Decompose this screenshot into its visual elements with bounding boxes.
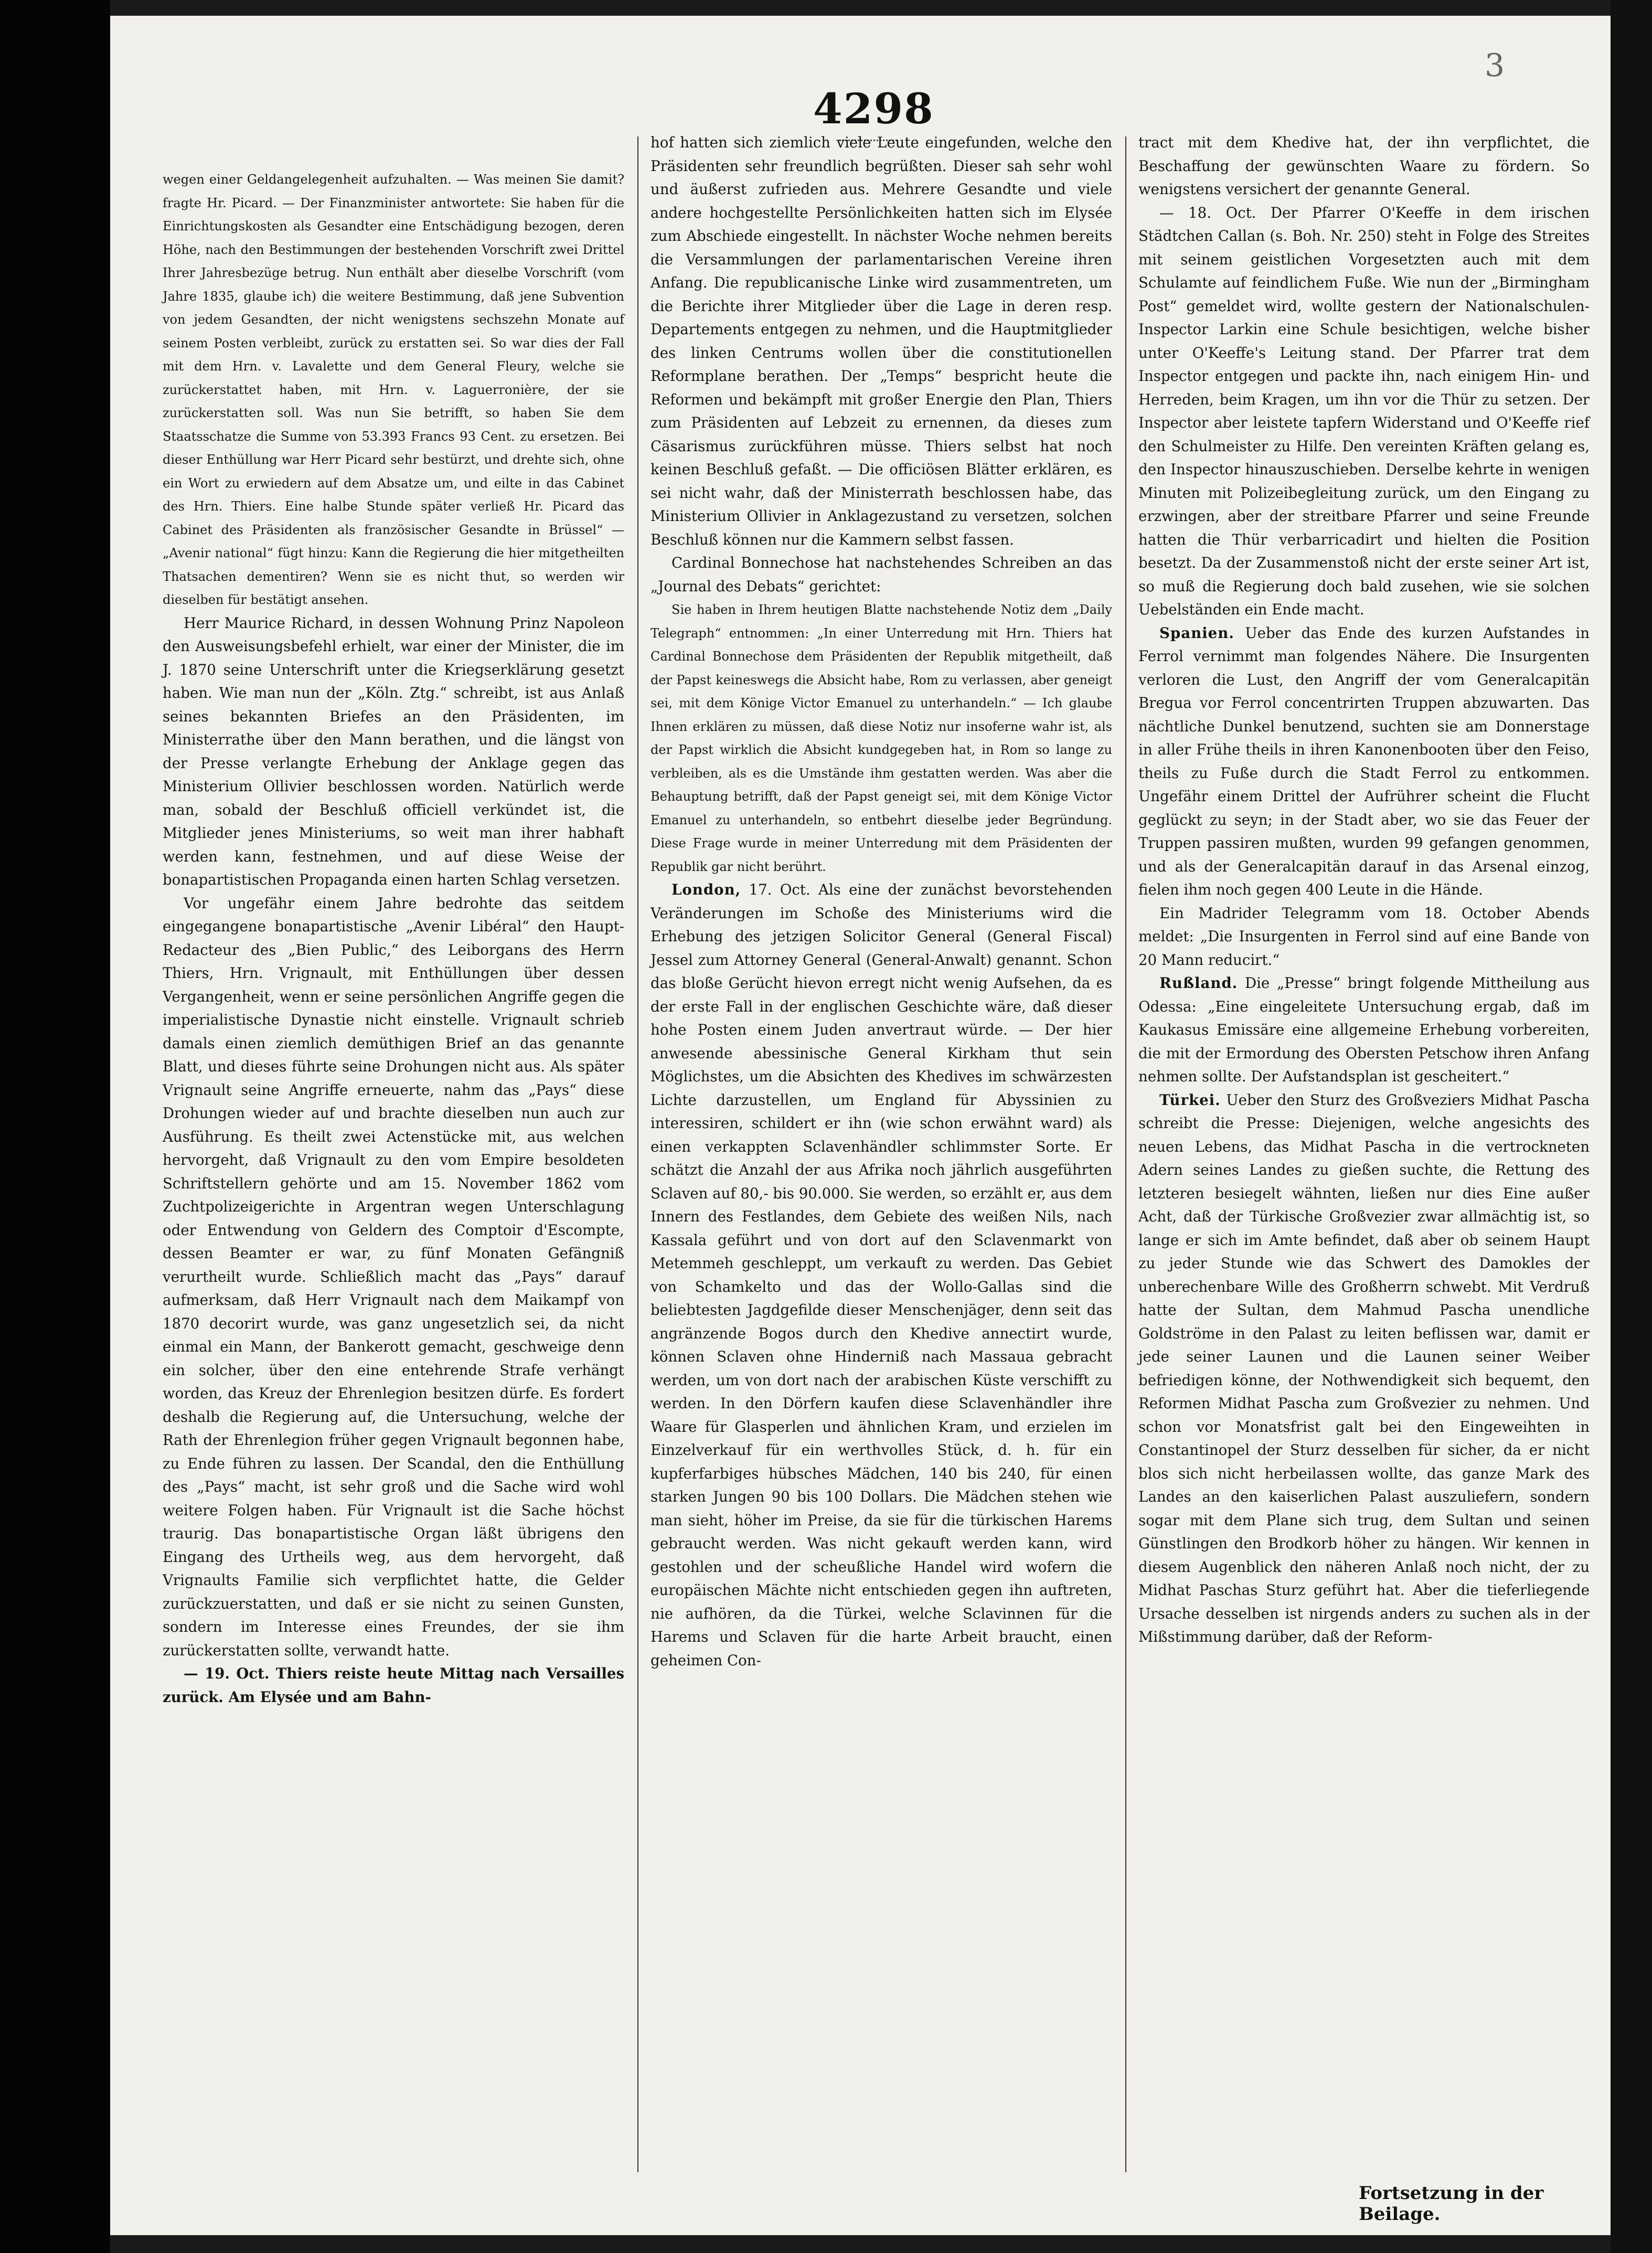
newspaper-page — [110, 16, 1611, 2235]
paragraph-text: 17. Oct. Als eine der zunächst bevorstehenden Veränderungen im Schoße des Ministeriums wird die Erhebung des jetzigen Solicitor General (General Fiscal) Jessel zum Attorney General (General-Anwalt) genannt. Schon das bloße Gerücht hievon erregt nicht wenig Aufsehen, da es der erste Fall in der englischen Geschichte wäre, daß dieser hohe Posten einem Juden anvertraut würde. — Der hier anwesende abessinische General Kirkham thut sein Möglichstes, um die Absichten des Khedives im schwärzesten Lichte darzustellen, um England für Abyssinien zu interessiren, schildert er ihn (wie schon erwähnt ward) als einen verkappten Sclavenhändler schlimmster Sorte. Er schätzt die Anzahl der aus Afrika noch jährlich ausgeführten Sclaven auf 80,- bis 90.000. Sie werden, so erzählt er, aus dem Innern des Festlandes, dem Gebiete des weißen Nils, nach Kassala geführt und von dort auf den Sclavenmarkt von Metemmeh geschleppt, um verkauft zu werden. Das Gebiet von Schamkelto und das der Wollo-Gallas sind die beliebtesten Jagdgefilde dieser Menschenjäger, denn seit das angränzende Bogos durch den Khedive annectirt wurde, können Sclaven ohne Hinderniß nach Massaua gebracht werden, um von dort nach der arabischen Küste verschifft zu werden. In den Dörfern kaufen diese Sclavenhändler ihre Waare für Glasperlen und ähnlichen Kram, und erzielen im Einzelverkauf für ein werthvolles Stück, d. h. für ein kupferfarbiges hübsches Mädchen, 140 bis 240, für einen starken Jungen 90 bis 100 Dollars. Die Mädchen stehen wie man sieht, höher im Preise, da sie für die türkischen Harems gebraucht werden. Was nicht gekauft werden kann, wird gestohlen und der scheußliche Handel wird wofern die europäischen Mächte nicht entschieden gegen ihn auftreten, nie aufhören, da die Türkei, welche Sclavinnen für die Harems und Sclaven für die harte Arbeit braucht, einen geheimen Con- — [651, 881, 1112, 1669]
paragraph-russland — [1138, 972, 1590, 1089]
paragraph-tuerkei — [1138, 1089, 1590, 1649]
column-1 — [163, 168, 624, 1709]
paragraph-text: Ueber das Ende des kurzen Aufstandes in Ferrol vernimmt man folgendes Nähere. Die Insurgenten verloren die Lust, den Angriff der vom Generalcapitän Bregua vor Ferrol concentrirten Truppen abzuwarten. Das nächtliche Dunkel benutzend, suchten sie am Donnerstage in aller Frühe theils in ihren Kanonenbooten über den Feiso, theils zu Fuße durch die Stadt Ferrol zu entkommen. Ungefähr einem Drittel der Aufrührer scheint die Flucht geglückt zu seyn; in der Stadt aber, wo sie das Feuer der Truppen passiren mußten, wurden 99 gefangen genommen, und als der Generalcapitän darauf in das Arsenal einzog, fielen ihm noch gegen 400 Leute in die Hände. — [1138, 624, 1590, 898]
paragraph: Herr Maurice Richard, in dessen Wohnung Prinz Napoleon den Ausweisungsbefehl erhielt, war einer der Minister, die im J. 1870 seine Unterschrift unter die Kriegserklärung gesetzt haben. Wie man nun der „Köln. Ztg.“ schreibt, ist aus Anlaß seines bekannten Briefes an den Präsidenten, im Ministerrathe über den Mann berathen, und die längst von der Presse verlangte Erhebung der Anklage gegen das Ministerium Ollivier beschlossen worden. Natürlich werde man, sobald der Beschluß officiell verkündet ist, die Mitglieder jenes Ministeriums, so weit man ihrer habhaft werden kann, festnehmen, und auf diese Weise der bonapartistischen Propaganda einen harten Schlag versetzen. — [163, 614, 624, 888]
column-divider — [637, 136, 638, 2172]
continued-notice: Fortsetzung in der Beilage. — [1359, 2183, 1544, 2225]
section-head-tuerkei: Türkei. — [1159, 1091, 1221, 1109]
scan-left-border — [0, 0, 110, 2253]
paragraph: Vor ungefähr einem Jahre bedrohte das seitdem eingegangene bonapartistische „Avenir Libéral“ den Haupt-Redacteur des „Bien Public,“ des Leiborgans des Herrn Thiers, Hrn. Vrignault, mit Enthüllungen über dessen Vergangenheit, wenn er seine persönlichen Angriffe gegen die imperialistische Dynastie nicht einstelle. Vrignault schrieb damals einen ziemlich demüthigen Brief an das genannte Blatt, und dieses führte seine Drohungen nicht aus. Als später Vrignault seine Angriffe erneuerte, nahm das „Pays“ diese Drohungen wieder auf und brachte dieselben nun auch zur Ausführung. Es theilt zwei Actenstücke mit, aus welchen hervorgeht, daß Vrignault zu den vom Empire besoldeten Schriftstellern gehörte und am 15. November 1862 vom Zuchtpolizeigerichte in Argentran wegen Unterschlagung oder Entwendung von Geldern des Comptoir d'Escompte, dessen Beamter er war, zu fünf Monaten Gefängniß verurtheilt wurde. Schließlich macht das „Pays“ darauf aufmerksam, daß Herr Vrignault nach dem Maikampf von 1870 decorirt wurde, was ganz ungesetzlich sei, da nicht einmal ein Mann, der Bankerott gemacht, geschweige denn ein solcher, über den eine entehrende Strafe verhängt worden, das Kreuz der Ehrenlegion besitzen dürfe. Es fordert deshalb die Regierung auf, die Untersuchung, welche der Rath der Ehrenlegion früher gegen Vrignault begonnen habe, zu Ende führen zu lassen. Der Scandal, den die Enthüllung des „Pays“ macht, ist sehr groß und die Sache wird wohl weitere Folgen haben. Für Vrignault ist die Sache höchst traurig. Das bonapartistische Organ läßt übrigens den Eingang des Urtheils weg, aus dem hervorgeht, daß Vrignaults Familie sich verpflichtet hatte, die Gelder zurückzuerstatten, und daß er sie nicht zu seinen Gunsten, sondern im Interesse eines Freundes, der sie ihm zurückerstatten sollte, verwandt hatte. — [163, 894, 624, 1659]
dateline-london: London, — [672, 881, 741, 898]
section-head-spanien: Spanien. — [1159, 624, 1234, 642]
paragraph: Ein Madrider Telegramm vom 18. October Abends meldet: „Die Insurgenten in Ferrol sind auf eine Bande von 20 Mann reducirt.“ — [1138, 904, 1590, 969]
paragraph: tract mit dem Khedive hat, der ihn verpflichtet, die Beschaffung der gewünschten Waare zu fördern. So wenigstens versichert der genannte General. — [1138, 134, 1590, 198]
paragraph: — 18. Oct. Der Pfarrer O'Keeffe in dem irischen Städtchen Callan (s. Boh. Nr. 250) steht in Folge des Streites mit seinem geistlichen Vorgesetzten auch mit dem Schulamte auf feindlichem Fuße. Wie nun der „Birmingham Post“ gemeldet wird, wollte gestern der Nationalschulen-Inspector Larkin eine Schule besichtigen, welche bisher unter O'Keeffe's Leitung stand. Der Pfarrer trat dem Inspector entgegen und packte ihn, nach einigem Hin- und Herreden, beim Kragen, um ihn vor die Thür zu setzen. Der Inspector aber leistete tapfern Widerstand und O'Keeffe rief den Schulmeister zu Hilfe. Den vereinten Kräften gelang es, den Inspector hinauszuschieben. Derselbe kehrte in wenigen Minuten mit Polizeibegleitung zurück, um den Eingang zu erzwingen, aber der streitbare Pfarrer und seine Freunde hatten die Thür verbarricadirt und hielten die Position besetzt. Da der Zusammenstoß nicht der erste seiner Art ist, so muß die Regierung doch bald zusehen, wie sie solchen Uebelständen ein Ende macht. — [1138, 204, 1590, 618]
paragraph: — 19. Oct. Thiers reiste heute Mittag nach Versailles zurück. Am Elysée und am Bahn- — [163, 1665, 624, 1706]
paragraph: Cardinal Bonnechose hat nachstehendes Schreiben an das „Journal des Debats“ gerichtet: — [651, 554, 1112, 595]
quoted-letter: Sie haben in Ihrem heutigen Blatte nachstehende Notiz dem „Daily Telegraph“ entnommen: „In einer Unterredung mit Hrn. Thiers hat Cardinal Bonnechose dem Präsidenten der Republik mitgetheilt, daß der Papst keineswegs die Absicht habe, Rom zu verlassen, aber geneigt sei, mit dem Könige Victor Emanuel zu unterhandeln.“ — Ich glaube Ihnen erklären zu müssen, daß diese Notiz nur insoferne wahr ist, als der Papst wirklich die Absicht kundgegeben hat, in Rom so lange zu verbleiben, als es die Umstände ihm gestatten werden. Was aber die Behauptung betrifft, daß der Papst geneigt sei, mit dem Könige Victor Emanuel zu unterhandeln, so entbehrt dieselbe jeder Begründung. Diese Frage wurde in meiner Unterredung mit dem Präsidenten der Republik gar nicht berührt. — [651, 602, 1112, 874]
section-head-russland: Rußland. — [1159, 974, 1238, 992]
column-2 — [651, 131, 1112, 1672]
paragraph: hof hatten sich ziemlich viele Leute eingefunden, welche den Präsidenten sehr freundlich begrüßten. Dieser sah sehr wohl und äußerst zufrieden aus. Mehrere Gesandte und viele andere hochgestellte Persönlichkeiten hatten sich im Elysée zum Abschiede eingestellt. In nächster Woche nehmen bereits die Versammlungen der parlamentarischen Vereine ihren Anfang. Die republicanische Linke wird zusammentreten, um die Berichte ihrer Mitglieder über die Lage in deren resp. Departements entgegen zu nehmen, und die Hauptmitglieder des linken Centrums wollen über die constitutionellen Reformplane berathen. Der „Temps“ bespricht heute die Reformen und bekämpft mit großer Energie den Plan, Thiers zum Präsidenten auf Lebzeit zu ernennen, da dieses zum Cäsarismus zurückführen müsse. Thiers selbst hat noch keinen Beschluß gefaßt. — Die officiösen Blätter erklären, es sei nicht wahr, daß der Ministerrath beschlossen habe, das Ministerium Ollivier in Anklagezustand zu versetzen, solchen Beschluß können nur die Kammern selbst fassen. — [651, 134, 1112, 548]
column-3 — [1138, 131, 1590, 1649]
margin-mark: 3 — [1485, 47, 1505, 84]
column-divider — [1125, 136, 1126, 2172]
paragraph-london — [651, 878, 1112, 1672]
paragraph: wegen einer Geldangelegenheit aufzuhalten. — Was meinen Sie damit? fragte Hr. Picard. — Der Finanzminister antwortete: Sie haben für die Einrichtungskosten als Gesandter eine Entschädigung bezogen, deren Höhe, nach den Bestimmungen der bestehenden Vorschrift zwei Drittel Ihrer Jahresbezüge betrug. Nun enthält aber dieselbe Vorschrift (vom Jahre 1835, glaube ich) die weitere Bestimmung, daß jene Subvention von jedem Gesandten, der nicht wenigstens sechszehn Monate auf seinem Posten verbleibt, zurück zu erstatten sei. So war dies der Fall mit dem Hrn. v. Lavalette und dem General Fleury, welche sie zurückerstattet haben, mit Hrn. v. Laguerronière, der sie zurückerstatten soll. Was nun Sie betrifft, so haben Sie dem Staatsschatze die Summe von 53.393 Francs 93 Cent. zu ersetzen. Bei dieser Enthüllung war Herr Picard sehr bestürzt, und drehte sich, ohne ein Wort zu erwiedern auf dem Absatze um, und eilte in das Cabinet des Hrn. Thiers. Eine halbe Stunde später verließ Hr. Picard das Cabinet des Präsidenten als französischer Gesandte in Brüssel“ — „Avenir national“ fügt hinzu: Kann die Regierung die hier mitgetheilten Thatsachen dementiren? Wenn sie es nicht thut, so werden wir dieselben für bestätigt ansehen. — [163, 172, 624, 607]
paragraph-text: Die „Presse“ bringt folgende Mittheilung aus Odessa: „Eine eingeleitete Untersuchung ergab, daß im Kaukasus Emissäre eine allgemeine Erhebung vorbereiten, die mit der Ermordung des Obersten Petschow ihren Anfang nehmen sollte. Der Aufstandsplan ist gescheitert.“ — [1138, 974, 1590, 1085]
scan-right-border — [1611, 0, 1652, 2253]
page-number: 4298 — [813, 84, 934, 133]
paragraph-text: Ueber den Sturz des Großveziers Midhat Pascha schreibt die Presse: Diejenigen, welche angesichts des neuen Lebens, das Midhat Pascha in die vertrockneten Adern seines Landes zu gießen suchte, die Rettung des letzteren besiegelt wähnten, ließen nur dies Eine außer Acht, daß der Türkische Großvezier zwar allmächtig ist, so lange er sich im Amte befindet, daß aber ob seinem Haupt zu jeder Stunde wie das Schwert des Damokles der unberechenbare Wille des Großherrn schwebt. Mit Verdruß hatte der Sultan, dem Mahmud Pascha unendliche Goldströme in den Palast zu leiten beflissen war, damit er jede seiner Launen und die Launen seiner Weiber befriedigen könne, der Nothwendigkeit sich bequemt, den Reformen Midhat Pascha zum Großvezier zu nehmen. Und schon vor Monatsfrist galt bei den Eingeweihten in Constantinopel der Sturz desselben für sicher, da er nicht blos sich nicht herbeilassen wollte, das ganze Mark des Landes an den kaiserlichen Palast auszuliefern, sondern sogar mit dem Plane sich trug, dem Sultan und seinen Günstlingen den Brodkorb höher zu hängen. Wir kennen in diesem Augenblick den näheren Anlaß noch nicht, der zu Midhat Paschas Sturz geführt hat. Aber die tieferliegende Ursache desselben ist nirgends anders zu suchen als in der Mißstimmung darüber, daß der Reform- — [1138, 1091, 1590, 1645]
paragraph-spanien — [1138, 622, 1590, 902]
